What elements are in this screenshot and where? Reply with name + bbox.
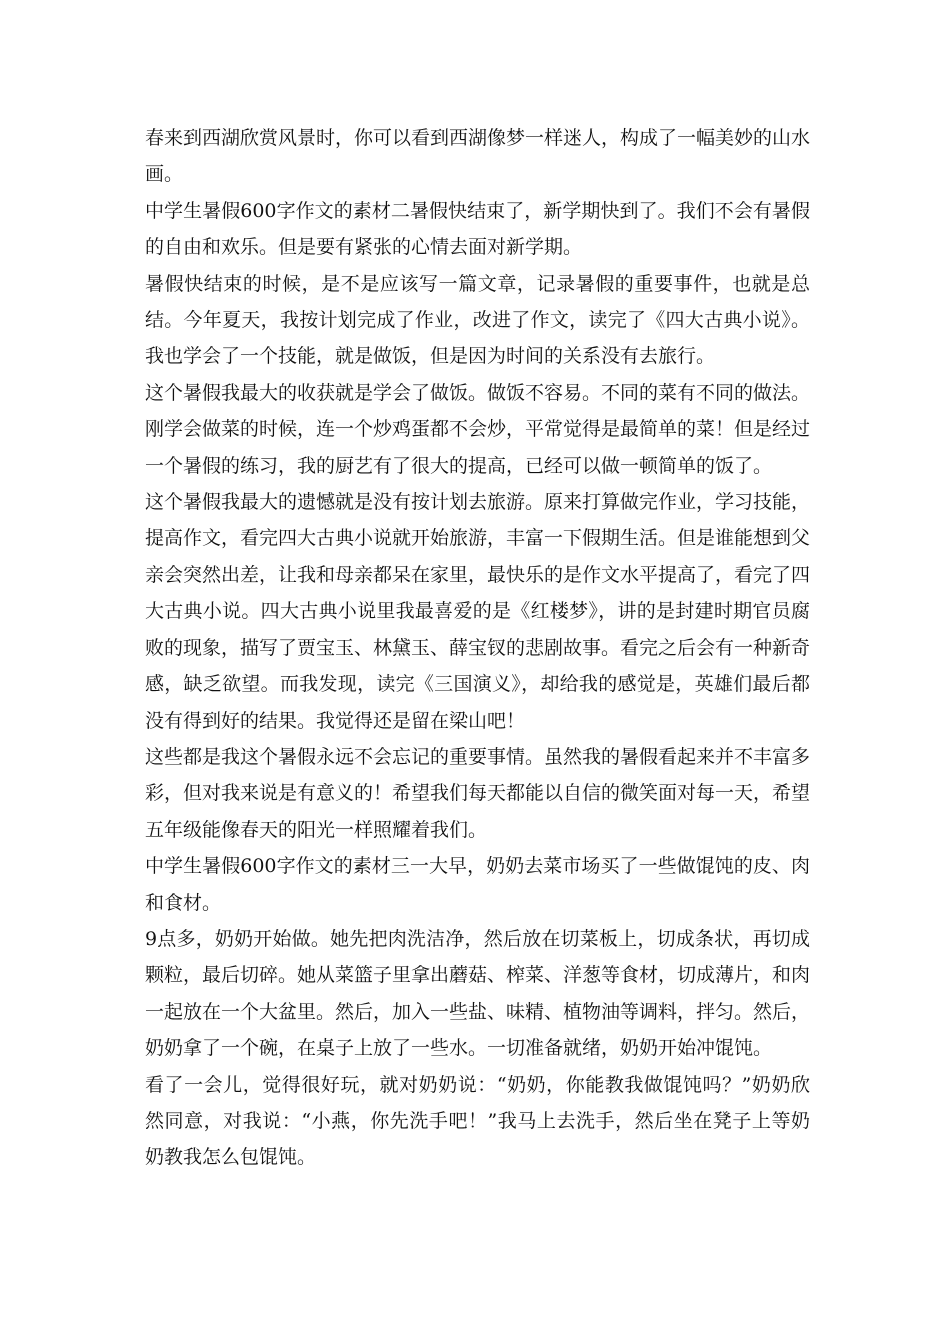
paragraph-6: 这些都是我这个暑假永远不会忘记的重要事情。虽然我的暑假看起来并不丰富多彩，但对我来说是有意义的！希望我们每天都能以自信的微笑面对每一天，希望五年级能像春天的阳光一样照耀着我们。 — [145, 745, 811, 841]
document-body — [145, 120, 810, 1176]
paragraph-5: 这个暑假我最大的遗憾就是没有按计划去旅游。原来打算做完作业，学习技能，提高作文，看完四大古典小说就开始旅游，丰富一下假期生活。但是谁能想到父亲会突然出差，让我和母亲都呆在家里，最快乐的是作文水平提高了，看完了四大古典小说。四大古典小说里我最喜爱的是《红楼梦》，讲的是封建时期官员腐败的现象，描写了贾宝玉、林黛玉、薛宝钗的悲剧故事。看完之后会有一种新奇感，缺乏欲望。而我发现，读完《三国演义》，却给我的感觉是，英雄们最后都没有得到好的结果。我觉得还是留在梁山吧！ — [145, 491, 811, 732]
paragraph-9: 看了一会儿，觉得很好玩，就对奶奶说：“奶奶，你能教我做馄饨吗？”奶奶欣然同意，对我说：“小燕，你先洗手吧！”我马上去洗手，然后坐在凳子上等奶奶教我怎么包馄饨。 — [145, 1073, 810, 1169]
paragraph-3: 暑假快结束的时候，是不是应该写一篇文章，记录暑假的重要事件，也就是总结。今年夏天，我按计划完成了作业，改进了作文，读完了《四大古典小说》。我也学会了一个技能，就是做饭，但是因为时间的关系没有去旅行。 — [145, 272, 810, 368]
paragraph-8: 9点多，奶奶开始做。她先把肉洗洁净，然后放在切菜板上，切成条状，再切成颗粒，最后切碎。她从菜篮子里拿出蘑菇、榨菜、洋葱等食材，切成薄片，和肉一起放在一个大盆里。然后，加入一些盐、味精、植物油等调料，拌匀。然后，奶奶拿了一个碗，在桌子上放了一些水。一切准备就绪，奶奶开始冲馄饨。 — [145, 927, 811, 1060]
paragraph-1: 春来到西湖欣赏风景时，你可以看到西湖像梦一样迷人，构成了一幅美妙的山水画。 — [145, 127, 811, 186]
paragraph-7: 中学生暑假600字作文的素材三一大早，奶奶去菜市场买了一些做馄饨的皮、肉和食材。 — [145, 855, 810, 914]
paragraph-4: 这个暑假我最大的收获就是学会了做饭。做饭不容易。不同的菜有不同的做法。刚学会做菜的时候，连一个炒鸡蛋都不会炒，平常觉得是最简单的菜！但是经过一个暑假的练习，我的厨艺有了很大的提高，已经可以做一顿简单的饭了。 — [145, 381, 811, 477]
paragraph-2: 中学生暑假600字作文的素材二暑假快结束了，新学期快到了。我们不会有暑假的自由和欢乐。但是要有紧张的心情去面对新学期。 — [145, 199, 810, 259]
